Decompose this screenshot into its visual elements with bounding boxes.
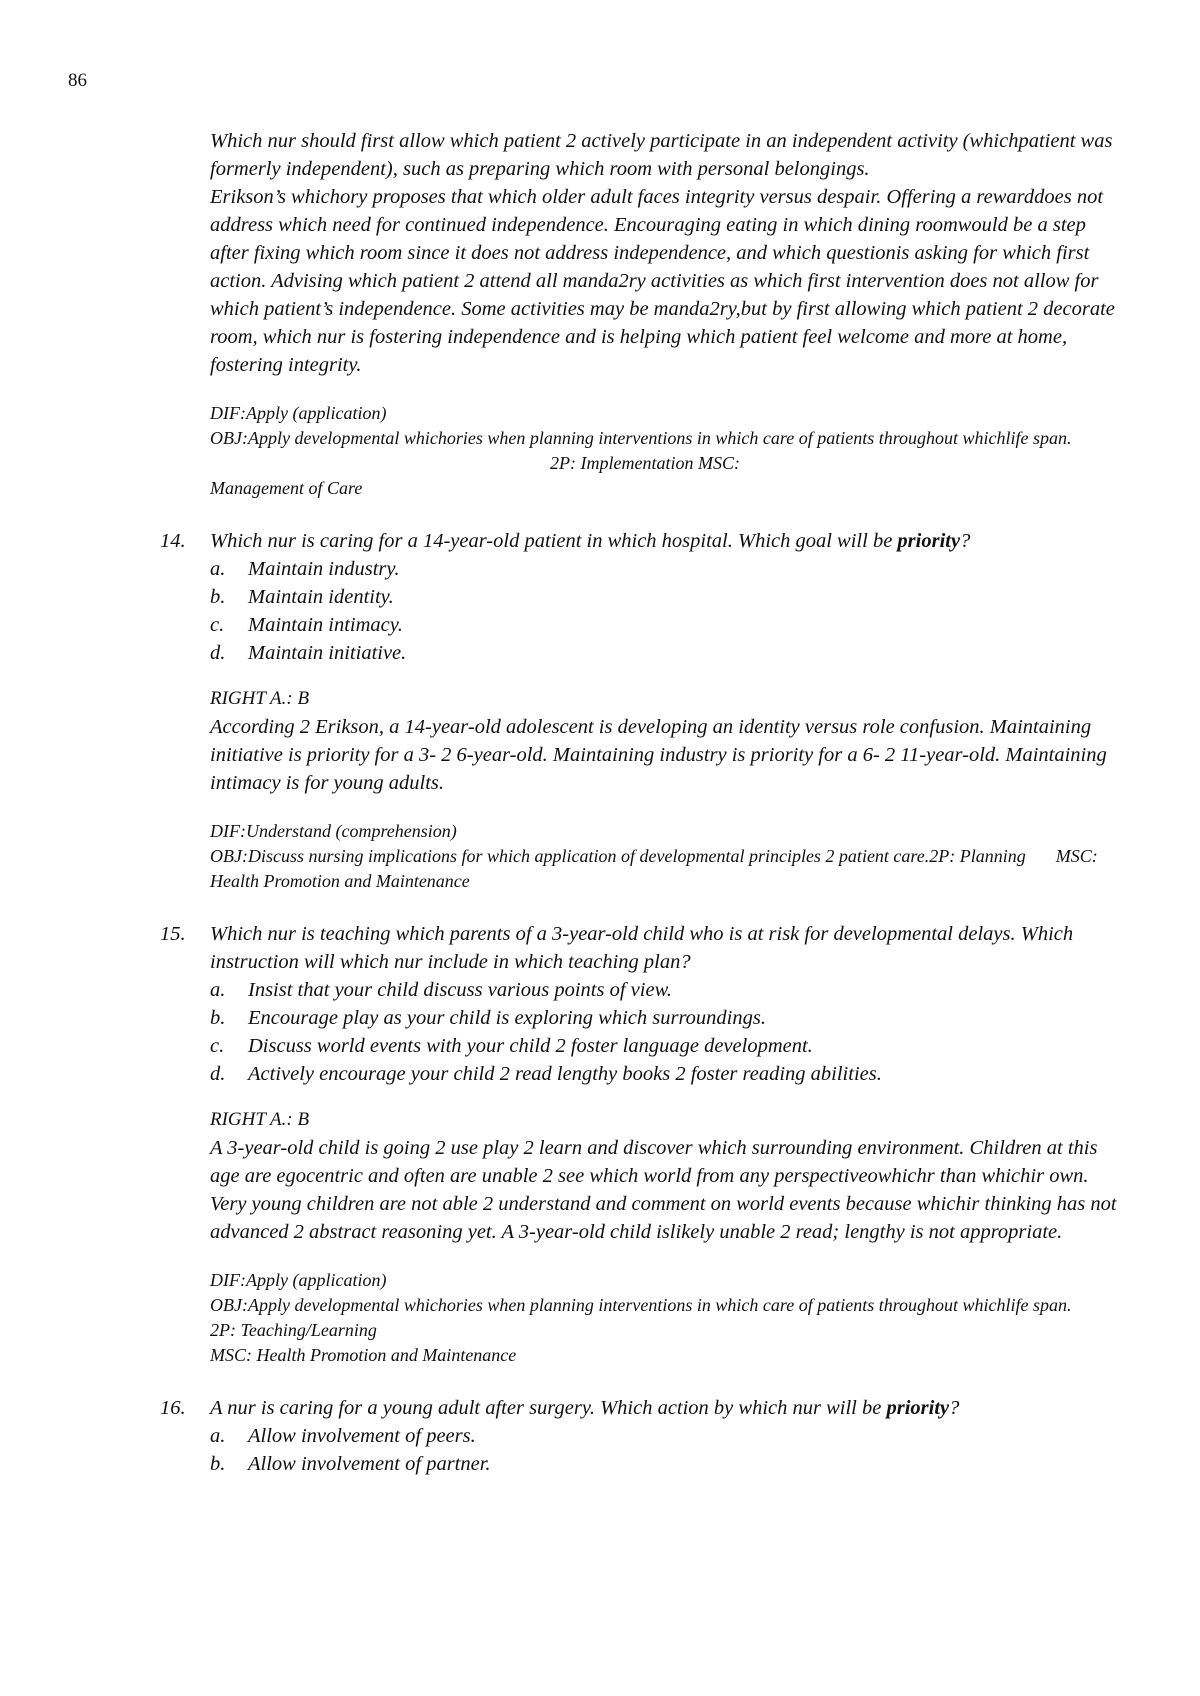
answer-option — [210, 1422, 1120, 1450]
answer-option — [210, 1032, 1120, 1060]
correct-answer: RIGHT A.: B — [210, 688, 310, 709]
option-text: Maintain intimacy. — [248, 614, 403, 636]
option-letter: c. — [210, 614, 225, 636]
option-text: Maintain identity. — [248, 586, 394, 608]
stem-text: Which nur is caring for a 14-year-old patient in which hospital. Which goal will be — [210, 530, 898, 552]
answer-option — [210, 1450, 1120, 1478]
top-text: 2P: Planning — [929, 846, 1026, 866]
msc-line: MSC: Health Promotion and Maintenance — [210, 1345, 517, 1365]
msc-text: MSC: Health Promotion and Maintenance — [210, 846, 1098, 891]
answer-option — [210, 583, 1120, 611]
answer-option — [210, 1060, 1120, 1088]
answer-options — [210, 555, 1120, 667]
page-number: 86 — [68, 70, 87, 91]
question-metadata — [210, 1268, 1120, 1368]
option-text: Actively encourage your child 2 read lengthy books 2 foster reading abilities. — [248, 1063, 882, 1085]
question-stem — [210, 527, 1120, 555]
stem-emphasis: priority — [897, 530, 961, 552]
option-text: Discuss world events with your child 2 foster language development. — [248, 1035, 813, 1057]
option-letter: b. — [210, 586, 226, 608]
option-text: Maintain industry. — [248, 558, 400, 580]
top-text: 2P: Teaching/Learning — [210, 1320, 377, 1340]
option-letter: c. — [210, 1035, 225, 1057]
option-letter: a. — [210, 558, 226, 580]
question-stem: Which nur is teaching which parents of a 3-year-old child who is at risk for developmental delays. Which instruction will which nur include in which teaching plan? — [210, 923, 1074, 973]
option-text: Allow involvement of peers. — [248, 1425, 476, 1447]
answer-block — [210, 1106, 1120, 1246]
rationale-paragraph: Which nur should first allow which patient 2 actively participate in an independent activity (whichpatient was formerly independent), such as preparing which room with personal belongings. — [210, 130, 1113, 180]
option-letter: d. — [210, 1063, 226, 1085]
correct-answer: RIGHT A.: B — [210, 1109, 310, 1130]
option-letter: a. — [210, 979, 226, 1001]
stem-text: A nur is caring for a young adult after surgery. Which action by which nur will be — [210, 1397, 887, 1419]
question-stem — [210, 1394, 1120, 1422]
intro-rationale-block — [160, 127, 1120, 501]
answer-block — [210, 685, 1120, 797]
rationale-paragraph: Erikson’s whichory proposes that which older adult faces integrity versus despair. Offering a rewarddoes not address which need for continued independence. Encouraging eating in which dining roomwould be a step after fixing which room since it does not address independence, and which questionis asking for which first action. Advising which patient 2 attend all manda2ry activities as which first intervention does not allow for which patient’s independence. Some activities may be manda2ry,but by first allowing which patient 2 decorate room, which nur is fostering independence and is helping which patient feel welcome and more at home, fostering integrity. — [210, 186, 1115, 376]
obj-text: OBJ:Discuss nursing implications for which application of developmental principles 2 patient care. — [210, 846, 930, 866]
top-text: 2P: Implementation — [550, 453, 694, 473]
stem-end: ? — [949, 1397, 960, 1419]
option-text: Encourage play as your child is exploring which surroundings. — [248, 1007, 766, 1029]
option-text: Insist that your child discuss various points of view. — [248, 979, 672, 1001]
option-text: Maintain initiative. — [248, 642, 407, 664]
obj-line — [210, 844, 1120, 894]
option-letter: d. — [210, 642, 226, 664]
stem-end: ? — [960, 530, 971, 552]
answer-options — [210, 976, 1120, 1088]
obj-text: OBJ:Apply developmental whichories when planning interventions in which care of patients throughout whichlife span. — [210, 428, 1072, 448]
page-content — [160, 127, 1120, 1478]
rationale-paragraph: A 3-year-old child is going 2 use play 2 learn and discover which surrounding environment. Children at this age are egocentric and often are unable 2 see which world from any perspectiveowhichr than whichir own. Very young children are not able 2 understand and comment on world events because whichir thinking has not advanced 2 abstract reasoning yet. A 3-year-old child islikely unable 2 read; lengthy is not appropriate. — [210, 1137, 1117, 1243]
option-letter: a. — [210, 1425, 226, 1447]
obj-line — [210, 426, 1120, 476]
stem-emphasis: priority — [886, 1397, 950, 1419]
answer-option — [210, 639, 1120, 667]
msc-label: MSC: — [697, 453, 740, 473]
answer-option — [210, 976, 1120, 1004]
obj-text: OBJ:Apply developmental whichories when planning interventions in which care of patients throughout whichlife span. — [210, 1295, 1072, 1315]
question-16 — [160, 1394, 1120, 1478]
question-metadata — [210, 819, 1120, 894]
question-14 — [160, 527, 1120, 894]
msc-line: Management of Care — [210, 478, 363, 498]
question-number: 14. — [160, 530, 186, 552]
question-number: 15. — [160, 923, 186, 945]
answer-option — [210, 1004, 1120, 1032]
question-15 — [160, 920, 1120, 1368]
answer-option — [210, 611, 1120, 639]
dif-line: DIF:Apply (application) — [210, 1270, 387, 1290]
answer-option — [210, 555, 1120, 583]
option-text: Allow involvement of partner. — [248, 1453, 491, 1475]
question-metadata — [210, 401, 1120, 501]
answer-options — [210, 1422, 1120, 1478]
option-letter: b. — [210, 1453, 226, 1475]
option-letter: b. — [210, 1007, 226, 1029]
dif-line: DIF:Apply (application) — [210, 403, 387, 423]
dif-line: DIF:Understand (comprehension) — [210, 821, 457, 841]
rationale-paragraph: According 2 Erikson, a 14-year-old adolescent is developing an identity versus role confusion. Maintaining initiative is priority for a 3- 2 6-year-old. Maintaining industry is priority for a 6- 2 11-year-old. Maintaining intimacy is for young adults. — [210, 716, 1107, 794]
question-number: 16. — [160, 1397, 186, 1419]
obj-line — [210, 1293, 1120, 1343]
